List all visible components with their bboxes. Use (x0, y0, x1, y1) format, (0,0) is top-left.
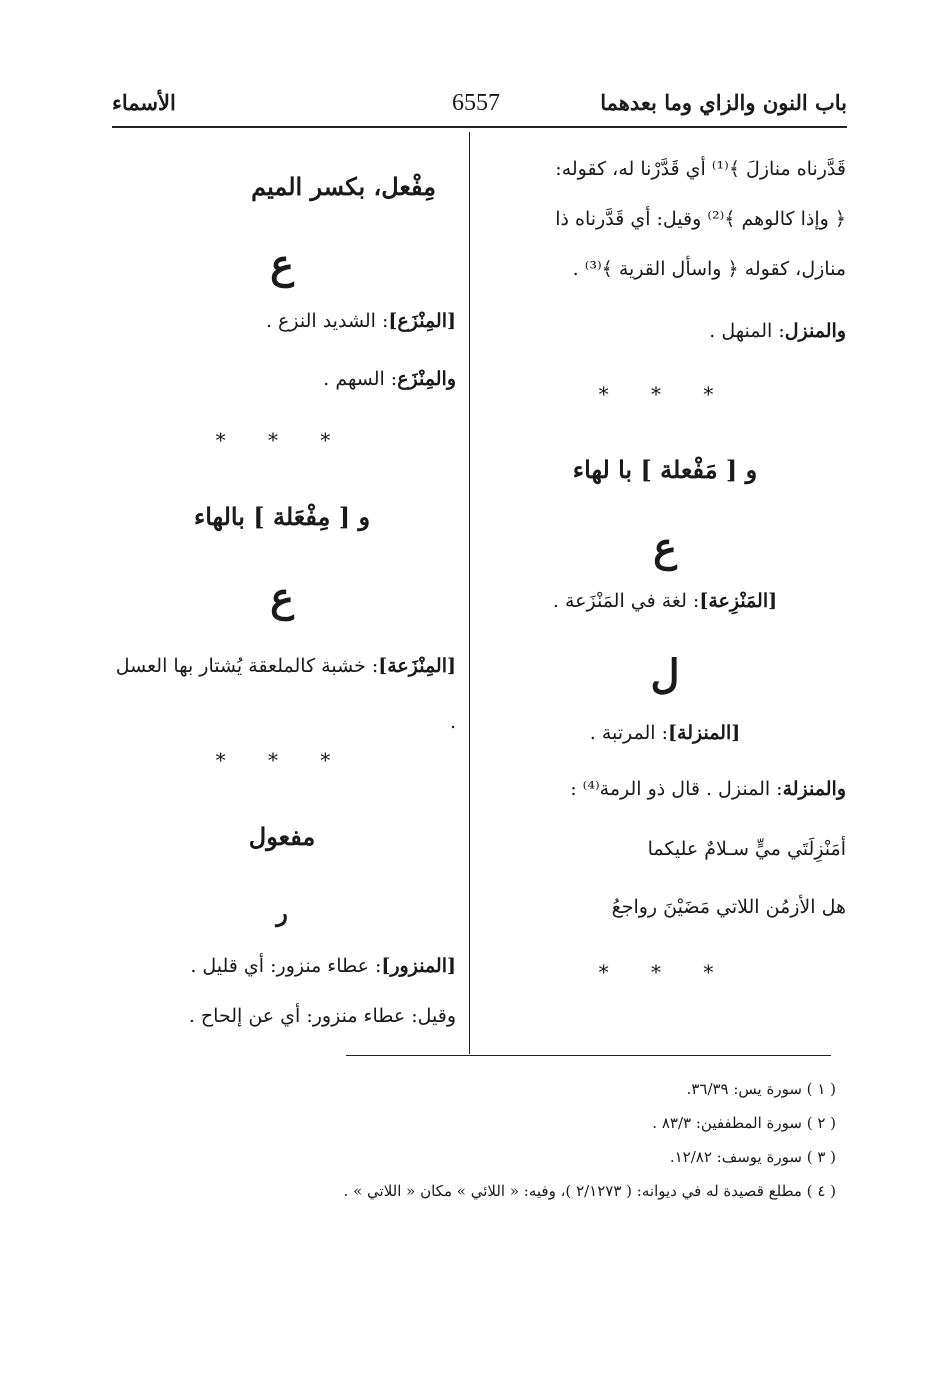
entry-definition: : السهم . (323, 368, 398, 390)
entry-definition: : عطاء منزور: أي قليل . (190, 955, 382, 977)
entry-text-line: ﴿ وإذا كالوهم ﴾⁽²⁾ وقيل: أي قَدَّرناه ذا (555, 208, 846, 230)
section-separator: * * * (598, 960, 732, 984)
footnotes (96, 1072, 836, 1208)
entry-term: [المنزلة] (668, 722, 741, 744)
section-heading: و [ مِفْعَلة ] بالهاء (193, 502, 371, 531)
chapter-title: باب النون والزاي وما بعدهما (600, 90, 847, 115)
section-separator: * * * (215, 428, 349, 452)
entry-term: [المِنْزَعة] (378, 655, 456, 677)
root-letter: ع (270, 574, 294, 621)
running-header (112, 86, 847, 126)
entry-definition: : المنزل . قال ذو الرمة⁽⁴⁾ : (570, 778, 783, 800)
entry-text-line: قَدَّرناه منازلَ ﴾⁽¹⁾ أي قَدَّرْنا له، كقوله: (555, 158, 846, 180)
entry-paragraph (108, 368, 456, 392)
section-title: الأسماء (112, 90, 176, 115)
entry-term: [المِنْزَع] (388, 310, 456, 332)
entry-paragraph (484, 722, 846, 746)
entry-paragraph (484, 320, 846, 344)
entry-term: [المَنْزِعة] (699, 590, 778, 612)
entry-paragraph (108, 955, 456, 979)
entry-definition: : المرتبة . (589, 722, 669, 744)
section-heading: مِفْعل، بكسر الميم (251, 172, 436, 201)
entry-definition: : الشديد النزع . (265, 310, 389, 332)
root-letter: ر (276, 898, 288, 927)
entry-paragraph (484, 590, 846, 614)
verse-line-2: هل الأزمُن اللاتي مَضَيْنَ رواجعُ (611, 896, 846, 918)
entry-paragraph (484, 778, 846, 802)
entry-term: والمِنْزَع (397, 368, 456, 390)
root-letter: ع (270, 241, 294, 288)
entry-paragraph (108, 310, 456, 334)
footnote-rule (346, 1055, 831, 1056)
entry-term: والمنزلة (782, 778, 846, 800)
entry-paragraph (108, 638, 456, 750)
root-letter: ع (653, 524, 677, 571)
entry-definition: : المنهل . (709, 320, 785, 342)
root-letter: ل (650, 651, 680, 698)
footnote-3: ( ٣ ) سورة يوسف: ١٢/٨٢. (669, 1148, 836, 1166)
footnote-4: ( ٤ ) مطلع قصيدة له في ديوانه: ( ٢/١٢٧٣ )، وفيه: « اللائي » مكان « اللاتي » . (343, 1182, 836, 1200)
entry-paragraph: وقيل: عطاء منزور: أي عن إلحاح . (188, 1005, 456, 1027)
entry-definition: : لغة في المَنْزَعة . (552, 590, 700, 612)
section-separator: * * * (215, 748, 349, 772)
verse-line-1: أمَنْزِلَتَي ميٍّ سـلامٌ عليكما (647, 838, 846, 860)
entry-definition: : خشبة كالملعقة يُشتار بها العسل . (115, 655, 456, 733)
footnote-1: ( ١ ) سورة يس: ٣٦/٣٩. (686, 1080, 836, 1098)
entry-term: [المنزور] (381, 955, 456, 977)
footnote-2: ( ٢ ) سورة المطففين: ٨٣/٣ . (652, 1114, 836, 1132)
section-heading: مفعول (248, 822, 316, 851)
column-divider (469, 132, 470, 1054)
section-separator: * * * (598, 382, 732, 406)
header-rule (112, 126, 847, 128)
entry-term: والمنزل (784, 320, 846, 342)
entry-text-line: منازل، كقوله ﴿ واسأل القرية ﴾⁽³⁾ . (572, 258, 846, 280)
page-number: 6557 (452, 90, 500, 116)
section-heading: و [ مَفْعلة ] با لهاء (572, 455, 758, 484)
